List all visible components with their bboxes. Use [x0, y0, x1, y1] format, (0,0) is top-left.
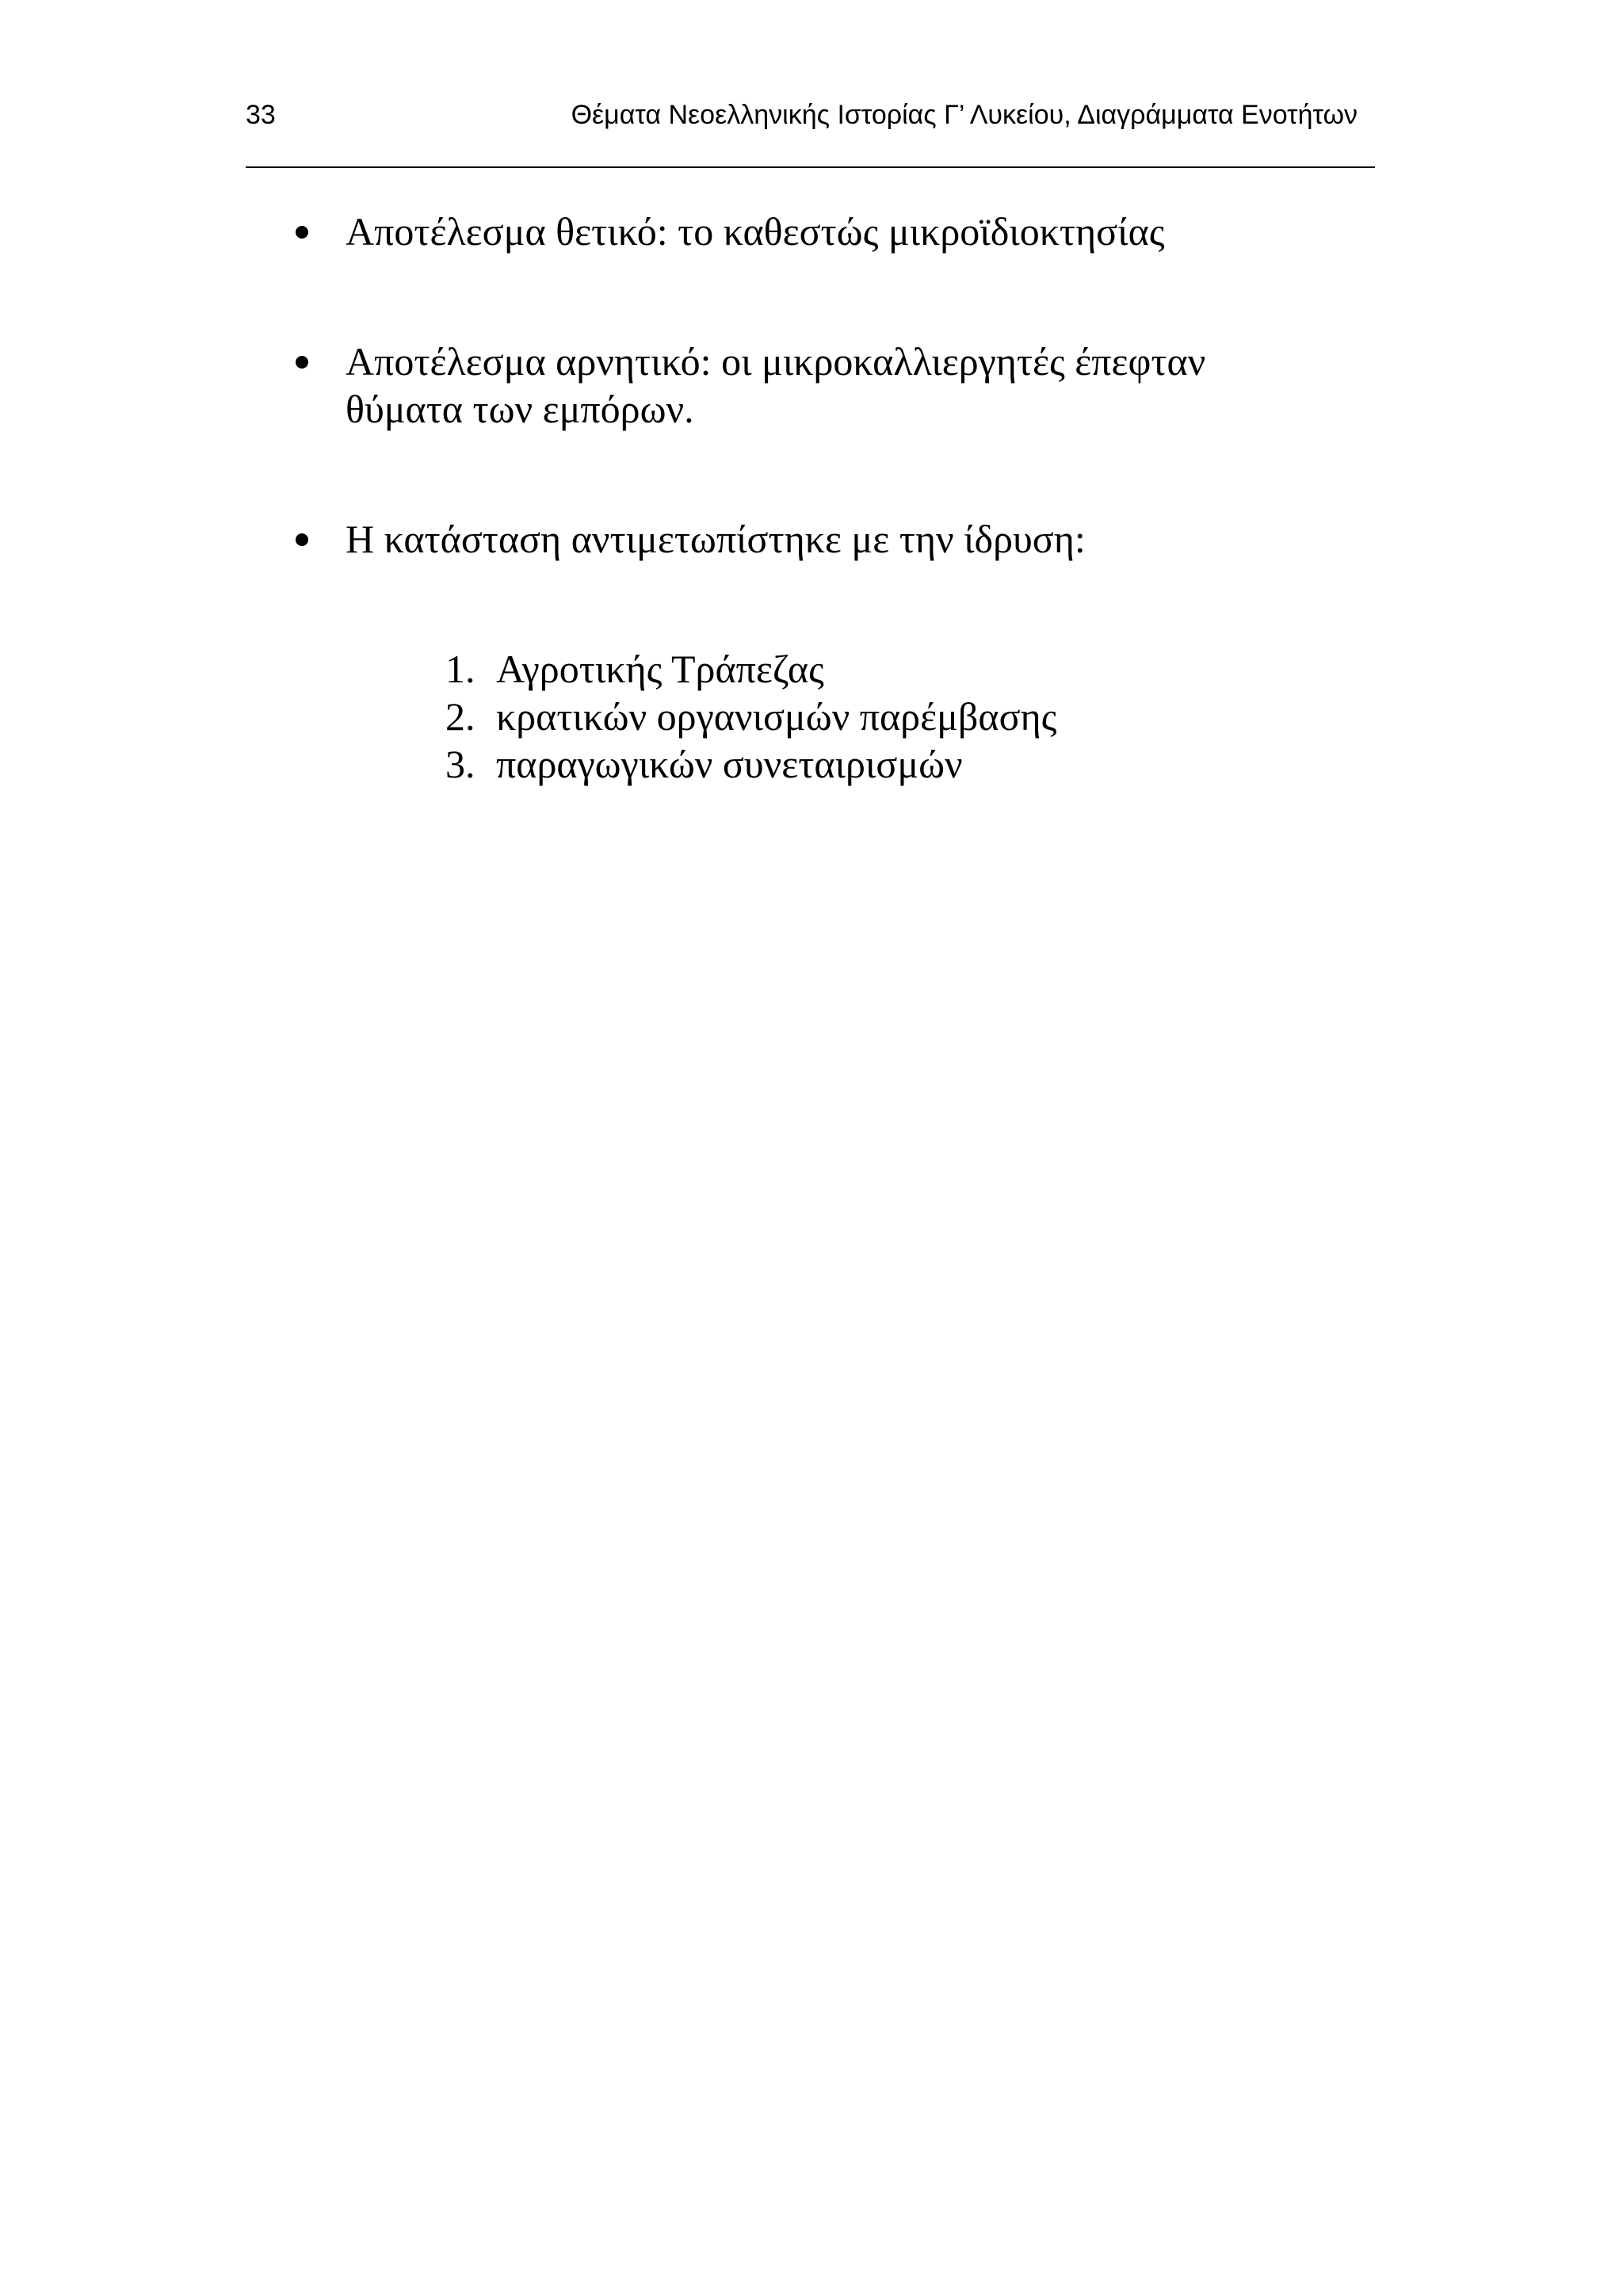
item-text: Αγροτικής Τράπεζας	[496, 647, 824, 691]
bullet-text-line-1: Αποτέλεσμα αρνητικό: οι μικροκαλλιεργητές έπεφταν	[346, 339, 1206, 384]
item-text: παραγωγικών συνεταιρισμών	[496, 742, 963, 786]
item-number: 2.	[445, 694, 475, 739]
bullet-text: Η κατάσταση αντιμετωπίστηκε με την ίδρυση:	[346, 517, 1086, 561]
numbered-list	[445, 645, 1371, 788]
bullet-item-positive-result	[293, 208, 1371, 255]
bullet-icon	[296, 356, 308, 369]
bullet-list	[293, 208, 1371, 788]
numbered-item-state-organizations	[445, 693, 1371, 740]
item-number: 3.	[445, 742, 475, 786]
page-content	[293, 208, 1371, 788]
page-number: 33	[246, 100, 276, 130]
bullet-item-solution	[293, 515, 1371, 788]
bullet-icon	[296, 226, 308, 239]
bullet-item-negative-result	[293, 338, 1371, 433]
numbered-item-cooperatives	[445, 740, 1371, 788]
bullet-text-line-2: θύματα των εμπόρων.	[346, 387, 694, 431]
bullet-icon	[296, 533, 308, 546]
running-title: Θέματα Νεοελληνικής Ιστορίας Γ’ Λυκείου, Διαγράμματα Ενοτήτων	[571, 100, 1358, 130]
bullet-text: Αποτέλεσμα θετικό: το καθεστώς μικροϊδιοκτησίας	[346, 209, 1165, 254]
numbered-item-agricultural-bank	[445, 645, 1371, 693]
item-number: 1.	[445, 647, 475, 691]
item-text: κρατικών οργανισμών παρέμβασης	[496, 694, 1057, 739]
page-header	[246, 95, 1375, 168]
